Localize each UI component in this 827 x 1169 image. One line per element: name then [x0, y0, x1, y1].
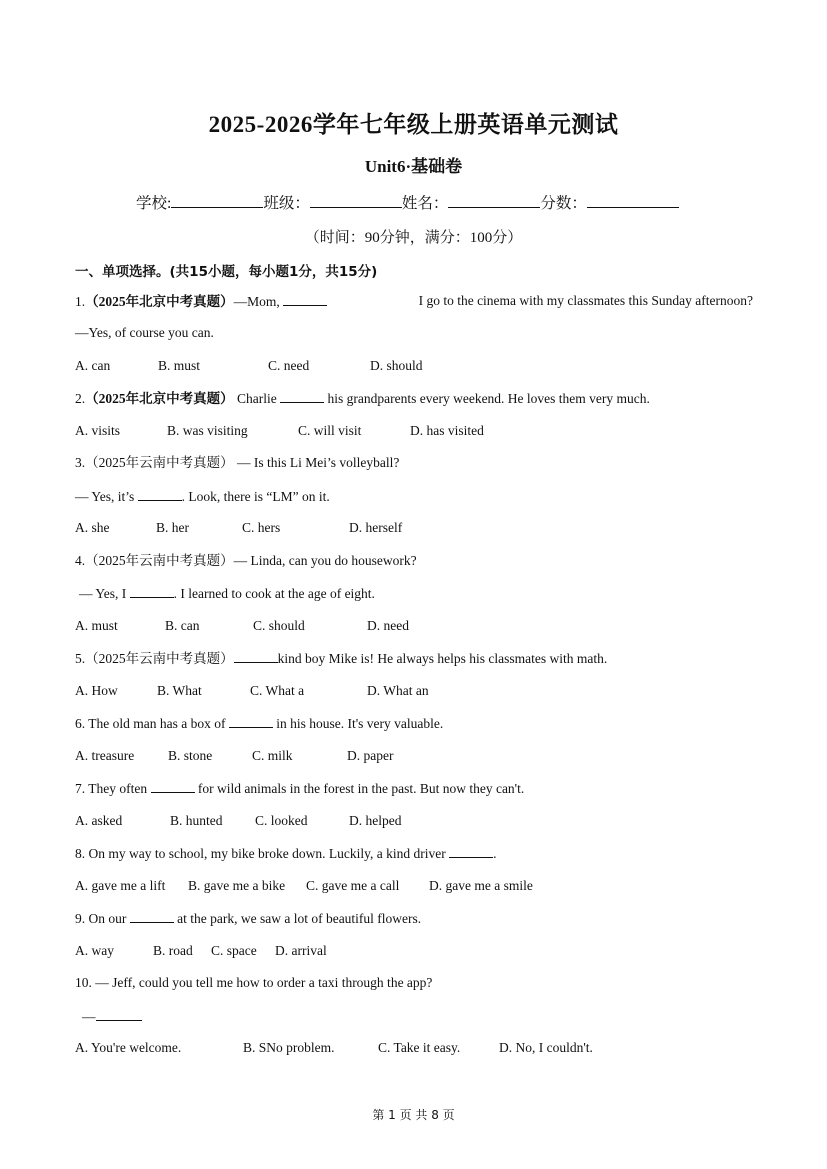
- option-d: D. gave me a smile: [429, 878, 533, 893]
- question-text-before: — Jeff, could you tell me how to order a taxi through the app?: [95, 975, 433, 990]
- option-a: A. way: [75, 943, 114, 958]
- question-10-options: [75, 1040, 755, 1056]
- question-10-reply: [82, 1008, 142, 1025]
- question-10: [75, 975, 432, 991]
- question-number: 2.: [75, 391, 86, 406]
- question-2-options: [75, 423, 755, 439]
- question-number: 5.: [75, 651, 86, 666]
- question-number: 7.: [75, 781, 86, 796]
- question-number: 1.: [75, 294, 86, 309]
- reply-before: — Yes, I: [79, 586, 127, 601]
- option-d: D. What an: [367, 683, 429, 698]
- reply-before: —: [82, 1009, 96, 1024]
- option-d: D. paper: [347, 748, 394, 763]
- option-a: A. gave me a lift: [75, 878, 166, 893]
- question-8: [75, 845, 496, 862]
- question-9: [75, 910, 421, 927]
- name-blank: [448, 193, 540, 208]
- answer-blank: [130, 910, 174, 923]
- option-c: C. gave me a call: [306, 878, 400, 893]
- option-a: A. she: [75, 520, 110, 535]
- question-source: （2025年北京中考真题）: [85, 391, 234, 406]
- question-text-after: his grandparents every weekend. He loves them very much.: [327, 391, 650, 406]
- question-4: [75, 553, 417, 569]
- page-footer: 第 1 页 共 8 页: [372, 1108, 455, 1122]
- page-subtitle: Unit6·基础卷: [364, 157, 463, 176]
- question-5: [75, 650, 607, 667]
- question-6: [75, 715, 443, 732]
- question-4-options: [75, 618, 755, 634]
- reply-before: — Yes, it’s: [75, 489, 135, 504]
- question-number: 3.: [75, 455, 86, 470]
- option-a: A. can: [75, 358, 111, 373]
- option-a: A. must: [75, 618, 118, 633]
- question-source: （2025年云南中考真题）: [85, 553, 234, 568]
- answer-blank: [229, 715, 273, 728]
- question-number: 10.: [75, 975, 92, 990]
- question-6-options: [75, 748, 755, 764]
- question-text-after: in his house. It's very valuable.: [276, 716, 444, 731]
- question-1-reply: —Yes, of course you can.: [75, 325, 214, 340]
- question-text-before: On my way to school, my bike broke down. Luckily, a kind driver: [88, 846, 446, 861]
- score-blank: [587, 193, 679, 208]
- answer-blank: [96, 1008, 142, 1021]
- score-label: 分数：: [540, 195, 587, 212]
- question-7: [75, 780, 524, 797]
- option-c: C. should: [253, 618, 305, 633]
- question-text-after: .: [493, 846, 497, 861]
- option-b: B. her: [156, 520, 189, 535]
- question-5-options: [75, 683, 755, 699]
- option-c: C. need: [268, 358, 310, 373]
- page-title: 2025-2026学年七年级上册英语单元测试: [208, 112, 619, 137]
- option-c: C. Take it easy.: [378, 1040, 461, 1055]
- question-number: 6.: [75, 716, 86, 731]
- reply-after: . I learned to cook at the age of eight.: [173, 586, 375, 601]
- time-note: （时间：90分钟，满分：100分）: [304, 230, 523, 246]
- reply-after: . Look, there is “LM” on it.: [181, 489, 330, 504]
- option-b: B. hunted: [170, 813, 223, 828]
- option-c: C. looked: [255, 813, 308, 828]
- option-c: C. will visit: [298, 423, 362, 438]
- answer-blank: [151, 780, 195, 793]
- option-b: B. can: [165, 618, 200, 633]
- option-b: B. What: [157, 683, 202, 698]
- question-text-before: —Mom,: [233, 294, 280, 309]
- question-source: （2025年云南中考真题）: [85, 651, 234, 666]
- student-info-row: [136, 191, 679, 213]
- answer-blank: [130, 585, 174, 598]
- answer-blank: [449, 845, 493, 858]
- question-source: （2025年北京中考真题）: [85, 294, 234, 309]
- question-text-before: The old man has a box of: [88, 716, 226, 731]
- question-1-options: [75, 358, 755, 374]
- question-number: 4.: [75, 553, 86, 568]
- question-text-before: — Linda, can you do housework?: [233, 553, 417, 568]
- question-1: [75, 293, 753, 310]
- section-title: 一、单项选择。(共15小题，每小题1分，共15分): [75, 264, 378, 280]
- option-d: D. need: [367, 618, 409, 633]
- option-b: B. road: [153, 943, 193, 958]
- option-a: A. visits: [75, 423, 121, 438]
- question-text-after: kind boy Mike is! He always helps his classmates with math.: [277, 651, 608, 666]
- question-9-options: [75, 943, 755, 959]
- option-a: A. How: [75, 683, 118, 698]
- answer-blank: [283, 293, 327, 306]
- option-b: B. must: [158, 358, 201, 373]
- question-number: 9.: [75, 911, 86, 926]
- answer-blank: [234, 650, 278, 663]
- option-c: C. hers: [242, 520, 281, 535]
- name-label: 姓名：: [401, 195, 449, 212]
- school-label: 学校:: [136, 195, 172, 212]
- question-3-reply: [75, 488, 330, 505]
- school-blank: [171, 193, 263, 208]
- question-source: （2025年云南中考真题）: [85, 455, 234, 470]
- option-d: D. herself: [349, 520, 403, 535]
- option-c: C. space: [211, 943, 257, 958]
- option-a: A. treasure: [75, 748, 135, 763]
- question-8-options: [75, 878, 755, 894]
- class-blank: [310, 193, 402, 208]
- question-number: 8.: [75, 846, 86, 861]
- option-d: D. arrival: [275, 943, 327, 958]
- question-text-after: for wild animals in the forest in the past. But now they can't.: [197, 781, 525, 796]
- option-b: B. was visiting: [167, 423, 248, 438]
- question-3-options: [75, 520, 755, 536]
- question-2: [75, 390, 650, 407]
- question-text-before: Charlie: [237, 391, 277, 406]
- class-label: 班级：: [263, 195, 310, 212]
- question-3: [75, 455, 399, 471]
- option-c: C. milk: [252, 748, 293, 763]
- option-d: D. helped: [349, 813, 402, 828]
- option-c: C. What a: [250, 683, 305, 698]
- option-b: B. gave me a bike: [188, 878, 286, 893]
- answer-blank: [138, 488, 182, 501]
- question-4-reply: [79, 585, 375, 602]
- option-a: A. asked: [75, 813, 123, 828]
- question-text-before: They often: [88, 781, 148, 796]
- question-text-before: — Is this Li Mei’s volleyball?: [237, 455, 400, 470]
- question-text-after: I go to the cinema with my classmates this Sunday afternoon?: [418, 293, 753, 308]
- question-7-options: [75, 813, 755, 829]
- question-text-after: at the park, we saw a lot of beautiful flowers.: [177, 911, 422, 926]
- option-a: A. You're welcome.: [75, 1040, 182, 1055]
- option-b: B. SNo problem.: [243, 1040, 335, 1055]
- answer-blank: [280, 390, 324, 403]
- option-d: D. has visited: [410, 423, 484, 438]
- option-d: D. should: [370, 358, 423, 373]
- question-text-before: On our: [88, 911, 127, 926]
- option-b: B. stone: [168, 748, 213, 763]
- option-d: D. No, I couldn't.: [499, 1040, 593, 1055]
